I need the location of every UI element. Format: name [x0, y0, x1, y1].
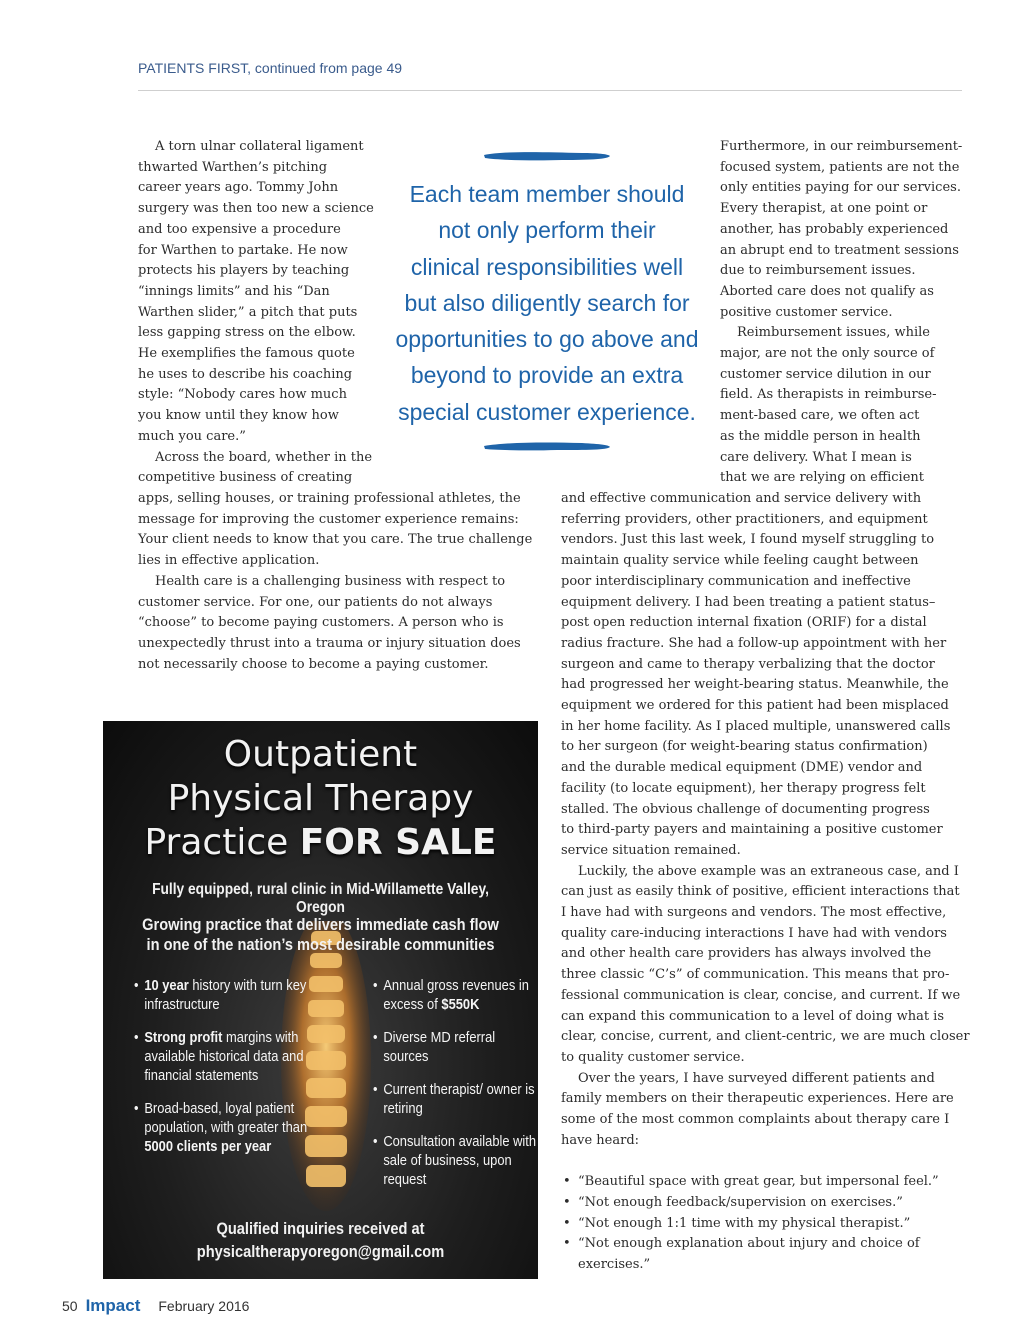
text-line: to her surgeon (for weight-bearing status confirmation)	[561, 739, 928, 755]
pull-quote-line: special customer experience.	[398, 398, 696, 425]
text-line: in her home facility. As I placed multiple, unanswered calls	[561, 718, 951, 734]
text-line: Your client needs to know that you care. The true challenge	[138, 532, 533, 548]
text-line: protects his players by teaching	[138, 263, 350, 279]
text-line: that we are relying on efficient	[720, 470, 924, 486]
text-line: family members on their therapeutic experiences. Here are	[561, 1091, 954, 1107]
text-line: only entities paying for our services.	[720, 180, 961, 196]
text-line: due to reimbursement issues.	[720, 263, 916, 279]
list-item: • “Beautiful space with great gear, but impersonal feel.”	[561, 1172, 963, 1193]
text-line: Health care is a challenging business with respect to	[155, 573, 506, 589]
text-line: message for improving the customer experience remains:	[138, 511, 519, 527]
text-line: apps, selling houses, or training professional athletes, the	[138, 491, 521, 506]
text-line: radius fracture. She had a follow-up appointment with her	[561, 635, 947, 651]
ad-feature-profit: • Strong profit margins with available historical data and financial statements	[134, 1028, 323, 1085]
text-line: He exemplifies the famous quote	[138, 346, 355, 362]
text-line: can just as easily think of positive, efficient interactions that	[561, 884, 960, 900]
text-line: major, are not the only source of	[720, 346, 935, 362]
ad-title-line-1: Outpatient	[223, 734, 418, 775]
text-line: can expand this communication to a level of doing what is	[561, 1008, 945, 1024]
pull-quote-line: beyond to provide an extra	[410, 362, 684, 389]
text-line: quality care-inducing interactions I have had with vendors	[561, 925, 947, 941]
text-line: equipment we ordered for this patient had been misplaced	[561, 698, 949, 714]
text-line: ment-based care, we often act	[720, 408, 920, 424]
text-line: customer service. For one, our patients do not always	[138, 594, 493, 610]
pull-quote	[392, 146, 702, 456]
text-line: and other health care providers has always involved the	[561, 946, 932, 962]
pull-quote-text	[392, 176, 702, 430]
list-item: • “Not enough explanation about injury and choice of	[561, 1234, 963, 1255]
text-line: some of the most common complaints about therapy care I	[561, 1112, 950, 1128]
text-line: have heard:	[561, 1132, 640, 1148]
practice-for-sale-ad	[103, 721, 538, 1279]
ad-tagline-line-1: Growing practice that delivers immediate cash flow	[142, 915, 499, 934]
issue-date: February 2016	[158, 1298, 250, 1314]
text-line: he uses to describe his coaching	[138, 366, 353, 382]
text-line: Every therapist, at one point or	[720, 201, 928, 217]
text-line: customer service dilution in our	[720, 366, 931, 382]
text-line: surgery was then too new a science	[138, 201, 374, 217]
magazine-name: Impact	[85, 1296, 141, 1315]
page-footer	[62, 1296, 249, 1316]
page-number: 50	[62, 1298, 78, 1314]
left-column-lower	[138, 489, 538, 675]
text-line: much you care.”	[138, 428, 246, 444]
text-line: for Warthen to partake. He now	[138, 242, 348, 258]
text-line: poor interdisciplinary communication and ineffective	[561, 573, 911, 589]
text-line: as the middle person in health	[720, 428, 921, 444]
text-line: service situation remained.	[561, 842, 741, 858]
ad-feature-history: • 10 year history with turn key infrastructure	[134, 976, 323, 1014]
running-head: PATIENTS FIRST, continued from page 49	[138, 60, 403, 76]
text-line: unexpectedly thrust into a trauma or injury situation does	[138, 635, 521, 651]
text-line: had progressed her weight-bearing status. Meanwhile, the	[561, 677, 949, 693]
ad-title-line-2: Physical Therapy	[167, 778, 474, 819]
text-line: you know until they know how	[138, 408, 339, 424]
text-line: Luckily, the above example was an extraneous case, and I	[578, 863, 959, 879]
text-line: care delivery. What I mean is	[720, 449, 912, 465]
ad-tagline	[133, 915, 507, 955]
pull-quote-line: but also diligently search for	[404, 289, 690, 316]
ad-title-practice: Practice	[144, 822, 300, 863]
text-line: career years ago. Tommy John	[138, 180, 339, 196]
header-rule	[138, 90, 962, 91]
ad-feature-revenue: • Annual gross revenues in excess of $550K	[373, 976, 536, 1014]
text-line: stalled. The obvious challenge of documenting progress	[561, 801, 930, 817]
text-line: A torn ulnar collateral ligament	[155, 139, 364, 154]
text-line: competitive business of creating	[138, 470, 353, 486]
brush-stroke-bottom	[482, 440, 612, 450]
text-line: Aborted care does not qualify as	[720, 283, 934, 299]
pull-quote-line: not only perform their	[438, 217, 656, 244]
text-line: focused system, patients are not the	[720, 159, 960, 175]
ad-feature-referrals: • Diverse MD referral sources	[373, 1028, 536, 1066]
text-line: clear, concise, current, and client-centric, we are much closer	[561, 1029, 970, 1045]
ad-feature-retiring: • Current therapist/ owner is retiring	[373, 1080, 536, 1118]
ad-subtitle: Fully equipped, rural clinic in Mid-Willamette Valley, Oregon	[152, 881, 489, 916]
text-line: fessional communication is clear, concise, and current. If we	[561, 987, 961, 1003]
ad-feature-consultation: • Consultation available with sale of business, upon request	[373, 1132, 536, 1189]
ad-feature-population: • Broad-based, loyal patient population, with greater than 5000 clients per year	[134, 1099, 323, 1156]
text-line: post open reduction internal fixation (ORIF) for a distal	[561, 615, 927, 631]
text-line: Reimbursement issues, while	[737, 325, 931, 341]
text-line: an abrupt end to treatment sessions	[720, 242, 959, 258]
pull-quote-line: clinical responsibilities well	[410, 253, 684, 280]
text-line: facility (to locate equipment), her therapy progress felt	[561, 780, 926, 796]
list-item: • “Not enough feedback/supervision on exercises.”	[561, 1193, 963, 1214]
text-line: surgeon and came to therapy verbalizing that the doctor	[561, 656, 935, 672]
text-line: equipment delivery. I had been treating a patient status–	[561, 594, 936, 610]
text-line: Warthen slider,” a pitch that puts	[138, 304, 358, 320]
ad-tagline-line-2: in one of the nation’s most desirable communities	[146, 935, 495, 954]
ad-features-left	[134, 976, 323, 1156]
text-line: less gapping stress on the elbow.	[138, 325, 356, 341]
ad-contact-email: physicaltherapyoregon@gmail.com	[196, 1242, 445, 1261]
text-line: not necessarily choose to become a paying customer.	[138, 656, 489, 672]
text-line: positive customer service.	[720, 304, 893, 320]
right-column-lower	[561, 489, 970, 1276]
ad-title	[103, 733, 538, 865]
text-line: Over the years, I have surveyed different patients and	[578, 1070, 935, 1086]
text-line: three classic “C’s” of communication. This means that pro-	[561, 967, 950, 983]
text-line: I have had with surgeons and vendors. The most effective,	[561, 905, 947, 921]
text-line: style: “Nobody cares how much	[138, 387, 347, 403]
pull-quote-line: opportunities to go above and	[395, 326, 699, 353]
right-column-upper	[720, 137, 965, 489]
ad-title-for-sale: FOR SALE	[299, 822, 497, 863]
left-column-upper	[138, 137, 378, 489]
text-line: referring providers, other practitioners, and equipment	[561, 511, 928, 527]
ad-features-right	[373, 976, 536, 1189]
text-line: “innings limits” and his “Dan	[138, 283, 330, 299]
text-line: and effective communication and service delivery with	[561, 491, 922, 506]
text-line: maintain quality service while feeling caught between	[561, 553, 919, 569]
ad-contact	[133, 1217, 507, 1263]
list-item: exercises.”	[578, 1257, 651, 1272]
list-item: • “Not enough 1:1 time with my physical therapist.”	[561, 1214, 963, 1235]
text-line: and the durable medical equipment (DME) vendor and	[561, 760, 923, 776]
text-line: field. As therapists in reimburse-	[720, 387, 937, 403]
pull-quote-line: Each team member should	[409, 181, 685, 207]
text-line: to third-party payers and maintaining a positive customer	[561, 822, 943, 838]
brush-stroke-top	[482, 150, 612, 160]
spacer	[561, 1152, 963, 1173]
text-line: and too expensive a procedure	[138, 221, 341, 237]
text-line: vendors. Just this last week, I found myself struggling to	[561, 532, 935, 548]
text-line: thwarted Warthen’s pitching	[138, 159, 328, 175]
complaints-list	[561, 1172, 963, 1276]
ad-title-line-3	[103, 821, 538, 865]
text-line: to quality customer service.	[561, 1049, 745, 1065]
text-line: Across the board, whether in the	[155, 449, 373, 465]
ad-contact-label: Qualified inquiries received at	[216, 1219, 425, 1238]
text-line: Furthermore, in our reimbursement-	[720, 139, 963, 154]
text-line: “choose” to become paying customers. A person who is	[138, 615, 504, 631]
text-line: lies in effective application.	[138, 553, 320, 569]
text-line: another, has probably experienced	[720, 221, 949, 237]
